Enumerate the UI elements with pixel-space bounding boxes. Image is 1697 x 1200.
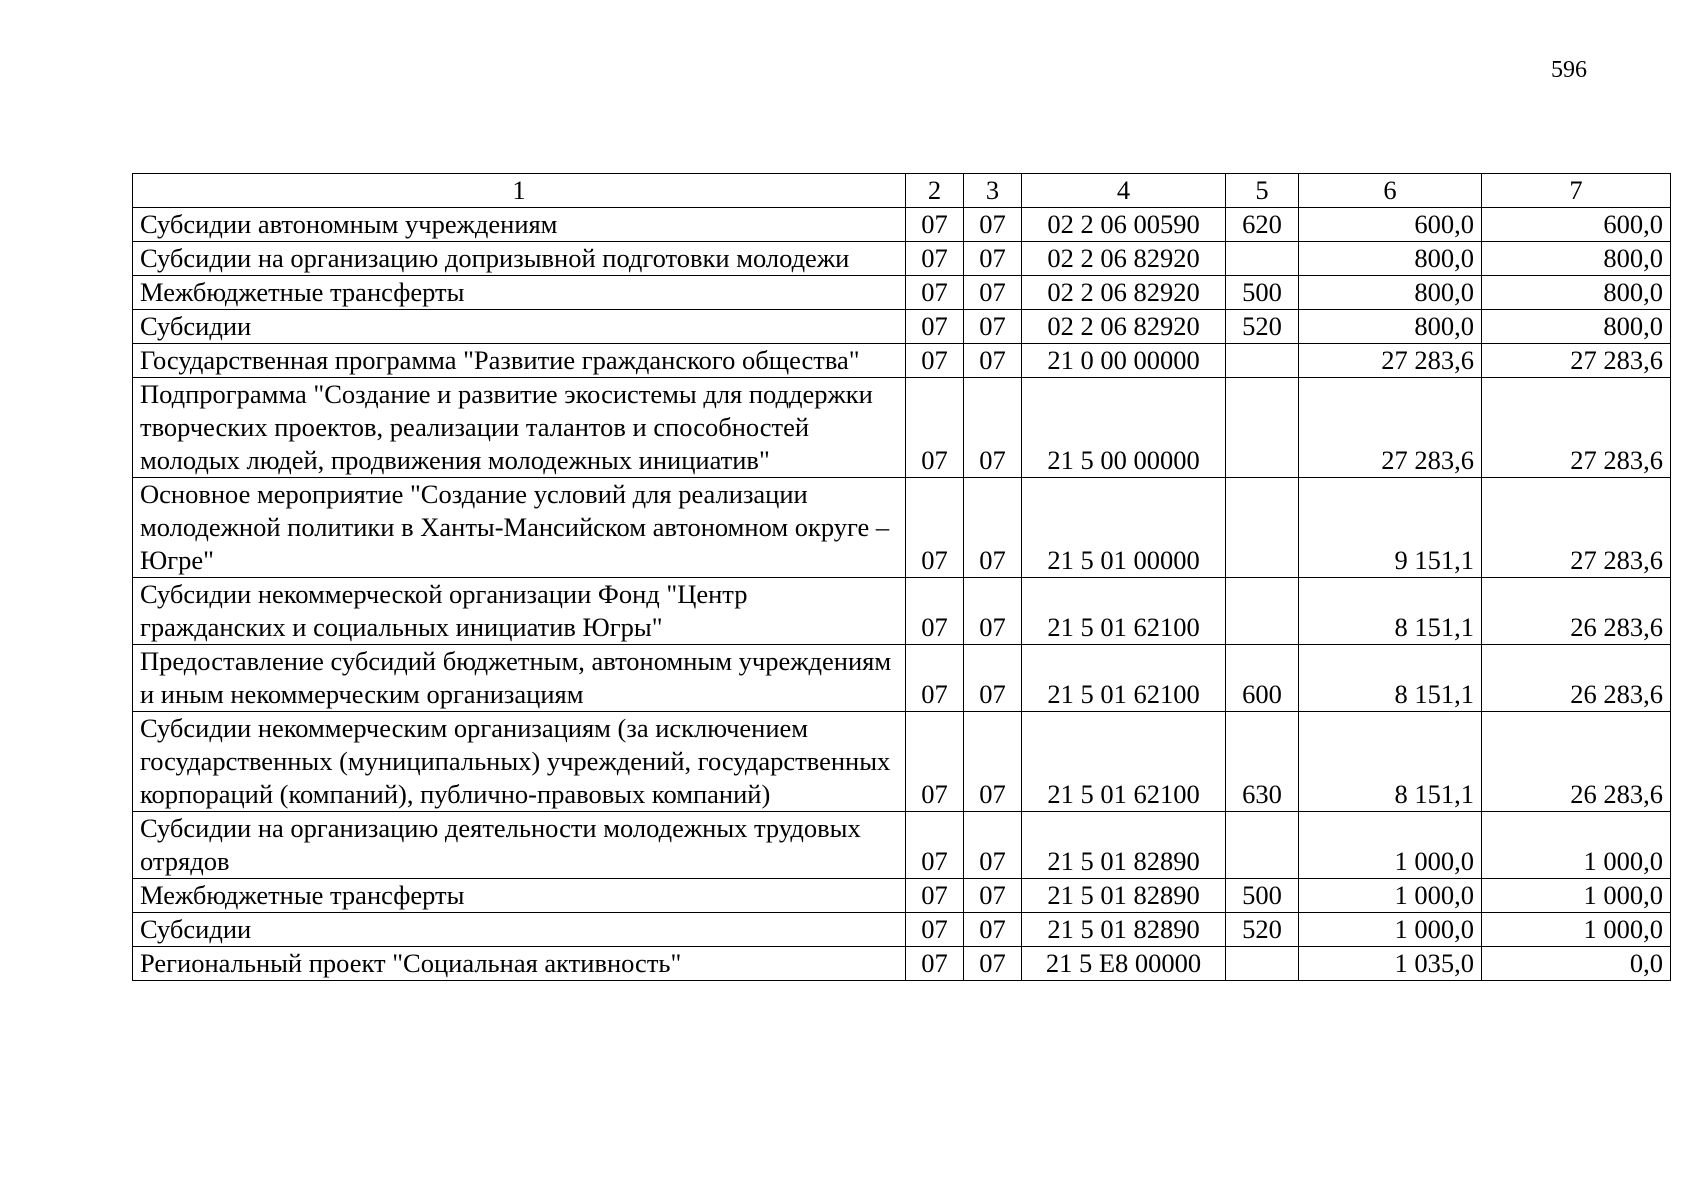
target-article-cell: 02 2 06 82920 [1022,310,1226,344]
section-code-cell: 07 [906,712,964,812]
column-header: 3 [964,174,1022,208]
amount-col7-cell: 800,0 [1482,276,1671,310]
row-name-cell: Субсидии на организацию деятельности молодежных трудовых отрядов [133,812,906,879]
amount-col7-cell: 1 000,0 [1482,913,1671,947]
table-row [133,276,1671,310]
table-row [133,478,1671,578]
subsection-code-cell: 07 [964,812,1022,879]
subsection-code-cell: 07 [964,645,1022,712]
row-name-cell: Субсидии автономным учреждениям [133,208,906,242]
row-name-cell: Подпрограмма "Создание и развитие экосистемы для поддержки творческих проектов, реализации талантов и способностей молодых людей, продвижения молодежных инициатив" [133,378,906,478]
expense-type-cell: 520 [1226,913,1299,947]
amount-col7-cell: 800,0 [1482,310,1671,344]
section-code-cell: 07 [906,913,964,947]
subsection-code-cell: 07 [964,344,1022,378]
subsection-code-cell: 07 [964,578,1022,645]
section-code-cell: 07 [906,812,964,879]
amount-col7-cell: 27 283,6 [1482,478,1671,578]
target-article-cell: 21 5 E8 00000 [1022,947,1226,981]
target-article-cell: 21 5 01 62100 [1022,712,1226,812]
table-row [133,242,1671,276]
expense-type-cell [1226,378,1299,478]
expense-type-cell [1226,578,1299,645]
table-row [133,645,1671,712]
table-row [133,879,1671,913]
page-number: 596 [1551,57,1587,83]
table-row [133,578,1671,645]
expense-type-cell: 630 [1226,712,1299,812]
amount-col7-cell: 800,0 [1482,242,1671,276]
expense-type-cell: 600 [1226,645,1299,712]
amount-col6-cell: 27 283,6 [1299,378,1482,478]
row-name-cell: Межбюджетные трансферты [133,879,906,913]
amount-col6-cell: 800,0 [1299,276,1482,310]
table-row [133,310,1671,344]
expense-type-cell [1226,812,1299,879]
amount-col6-cell: 8 151,1 [1299,578,1482,645]
amount-col7-cell: 27 283,6 [1482,378,1671,478]
expense-type-cell [1226,242,1299,276]
target-article-cell: 21 5 01 62100 [1022,578,1226,645]
section-code-cell: 07 [906,208,964,242]
budget-table [132,173,1671,981]
amount-col6-cell: 8 151,1 [1299,712,1482,812]
expense-type-cell: 500 [1226,276,1299,310]
table-row [133,208,1671,242]
subsection-code-cell: 07 [964,712,1022,812]
table-row [133,712,1671,812]
amount-col6-cell: 1 035,0 [1299,947,1482,981]
column-header: 4 [1022,174,1226,208]
column-header: 7 [1482,174,1671,208]
header-row [133,174,1671,208]
expense-type-cell: 520 [1226,310,1299,344]
subsection-code-cell: 07 [964,947,1022,981]
section-code-cell: 07 [906,478,964,578]
amount-col6-cell: 1 000,0 [1299,879,1482,913]
table-row [133,378,1671,478]
column-header: 6 [1299,174,1482,208]
section-code-cell: 07 [906,879,964,913]
section-code-cell: 07 [906,947,964,981]
amount-col7-cell: 1 000,0 [1482,812,1671,879]
section-code-cell: 07 [906,310,964,344]
target-article-cell: 02 2 06 82920 [1022,242,1226,276]
target-article-cell: 02 2 06 82920 [1022,276,1226,310]
amount-col7-cell: 27 283,6 [1482,344,1671,378]
table-row [133,947,1671,981]
section-code-cell: 07 [906,645,964,712]
amount-col6-cell: 27 283,6 [1299,344,1482,378]
target-article-cell: 21 5 01 00000 [1022,478,1226,578]
amount-col7-cell: 600,0 [1482,208,1671,242]
target-article-cell: 21 5 01 82890 [1022,812,1226,879]
amount-col7-cell: 26 283,6 [1482,578,1671,645]
expense-type-cell [1226,344,1299,378]
expense-type-cell: 620 [1226,208,1299,242]
row-name-cell: Субсидии [133,913,906,947]
row-name-cell: Субсидии на организацию допризывной подготовки молодежи [133,242,906,276]
amount-col7-cell: 0,0 [1482,947,1671,981]
subsection-code-cell: 07 [964,378,1022,478]
row-name-cell: Субсидии [133,310,906,344]
expense-type-cell [1226,478,1299,578]
amount-col6-cell: 1 000,0 [1299,812,1482,879]
column-header: 1 [133,174,906,208]
amount-col7-cell: 26 283,6 [1482,645,1671,712]
target-article-cell: 21 5 00 00000 [1022,378,1226,478]
table-row [133,344,1671,378]
section-code-cell: 07 [906,276,964,310]
section-code-cell: 07 [906,378,964,478]
table-row [133,913,1671,947]
target-article-cell: 21 5 01 62100 [1022,645,1226,712]
subsection-code-cell: 07 [964,310,1022,344]
subsection-code-cell: 07 [964,478,1022,578]
section-code-cell: 07 [906,242,964,276]
target-article-cell: 21 5 01 82890 [1022,879,1226,913]
amount-col6-cell: 1 000,0 [1299,913,1482,947]
row-name-cell: Субсидии некоммерческим организациям (за исключением государственных (муниципальных) учреждений, государственных корпораций (компаний), публично-правовых компаний) [133,712,906,812]
row-name-cell: Основное мероприятие "Создание условий для реализации молодежной политики в Ханты-Мансийском автономном округе – Югре" [133,478,906,578]
expense-type-cell [1226,947,1299,981]
row-name-cell: Региональный проект "Социальная активность" [133,947,906,981]
subsection-code-cell: 07 [964,879,1022,913]
column-header: 5 [1226,174,1299,208]
row-name-cell: Предоставление субсидий бюджетным, автономным учреждениям и иным некоммерческим организациям [133,645,906,712]
subsection-code-cell: 07 [964,276,1022,310]
subsection-code-cell: 07 [964,242,1022,276]
section-code-cell: 07 [906,344,964,378]
target-article-cell: 02 2 06 00590 [1022,208,1226,242]
section-code-cell: 07 [906,578,964,645]
subsection-code-cell: 07 [964,913,1022,947]
amount-col6-cell: 8 151,1 [1299,645,1482,712]
target-article-cell: 21 0 00 00000 [1022,344,1226,378]
amount-col6-cell: 9 151,1 [1299,478,1482,578]
amount-col7-cell: 26 283,6 [1482,712,1671,812]
expense-type-cell: 500 [1226,879,1299,913]
column-header: 2 [906,174,964,208]
amount-col7-cell: 1 000,0 [1482,879,1671,913]
amount-col6-cell: 800,0 [1299,242,1482,276]
target-article-cell: 21 5 01 82890 [1022,913,1226,947]
row-name-cell: Субсидии некоммерческой организации Фонд "Центр гражданских и социальных инициатив Югры" [133,578,906,645]
row-name-cell: Межбюджетные трансферты [133,276,906,310]
table-row [133,812,1671,879]
amount-col6-cell: 600,0 [1299,208,1482,242]
subsection-code-cell: 07 [964,208,1022,242]
amount-col6-cell: 800,0 [1299,310,1482,344]
table-body [133,174,1671,981]
row-name-cell: Государственная программа "Развитие гражданского общества" [133,344,906,378]
